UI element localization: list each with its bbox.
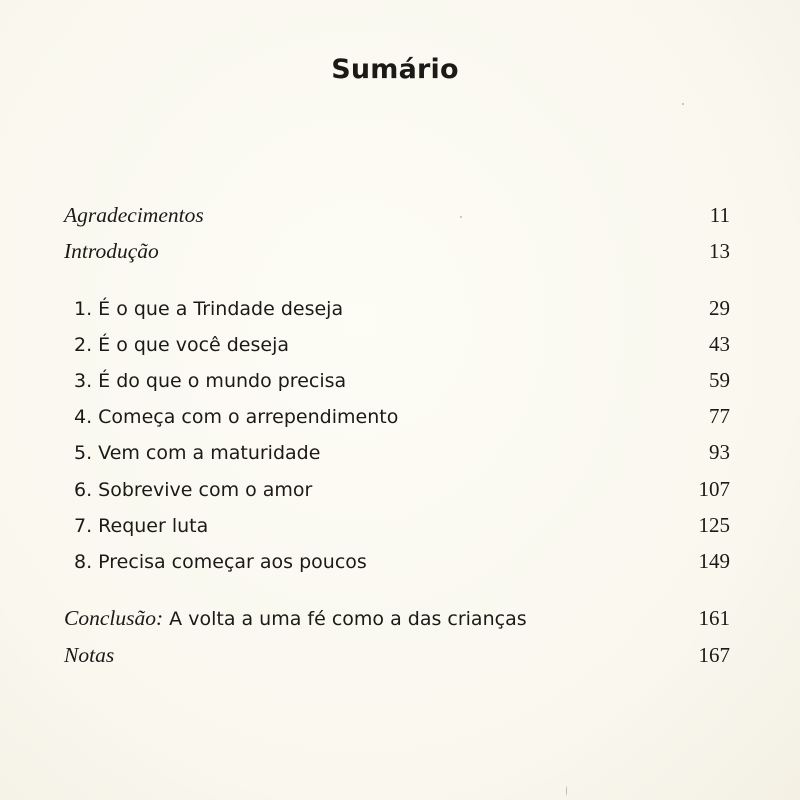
toc-entry-label: Introdução [64, 239, 159, 263]
toc-entry-page: 149 [698, 549, 730, 573]
toc-entry-chapter-3[interactable] [64, 368, 730, 398]
toc-entry-page: 161 [698, 606, 730, 630]
toc-entry-label: 1. É o que a Trindade deseja [74, 298, 344, 320]
toc-entry-page: 13 [709, 239, 730, 263]
toc-entry-label: 8. Precisa começar aos poucos [74, 551, 367, 573]
toc-entry-page: 59 [709, 368, 730, 392]
paper-speck [566, 786, 567, 796]
toc-entry-chapter-6[interactable] [64, 477, 730, 507]
toc-entry-chapter-2[interactable] [64, 332, 730, 362]
toc-entry-page: 167 [698, 643, 730, 667]
toc-entry-label-italic: Conclusão: [64, 606, 164, 630]
toc-entry-label: 2. É o que você deseja [74, 334, 290, 356]
page-title: Sumário [331, 54, 459, 85]
toc-entry-page: 93 [709, 440, 730, 464]
toc-entry-agradecimentos[interactable] [64, 203, 730, 233]
toc-entry-page: 107 [698, 477, 730, 501]
toc-entry-page: 77 [709, 404, 730, 428]
toc-entry-chapter-7[interactable] [64, 513, 730, 543]
toc-entry-chapter-1[interactable] [64, 296, 730, 326]
toc-entry-introducao[interactable] [64, 239, 730, 269]
toc-entry-page: 43 [709, 332, 730, 356]
toc-entry-chapter-5[interactable] [64, 440, 730, 470]
toc-entry-label: 7. Requer luta [74, 515, 209, 537]
toc-entry-conclusao[interactable] [64, 606, 730, 636]
toc-entry-chapter-8[interactable] [64, 549, 730, 579]
toc-entry-label-italic: Notas [64, 643, 115, 667]
toc-entry-label: 3. É do que o mundo precisa [74, 370, 347, 392]
toc-entry-label: 5. Vem com a maturidade [74, 442, 321, 464]
toc-entry-notas[interactable] [64, 643, 730, 673]
toc-entry-label: 4. Começa com o arrependimento [74, 406, 399, 428]
toc-entry-page: 29 [709, 296, 730, 320]
toc-entry-page: 125 [698, 513, 730, 537]
toc-entry-page: 11 [709, 203, 730, 227]
toc-entry-label: 6. Sobrevive com o amor [74, 479, 313, 501]
paper-speck [682, 103, 684, 105]
toc-entry-label: Agradecimentos [64, 203, 204, 227]
toc-entry-label [64, 643, 114, 668]
toc-entry-label-rest: A volta a uma fé como a das crianças [163, 608, 527, 630]
toc-entry-chapter-4[interactable] [64, 404, 730, 434]
toc-entry-label [64, 606, 527, 631]
